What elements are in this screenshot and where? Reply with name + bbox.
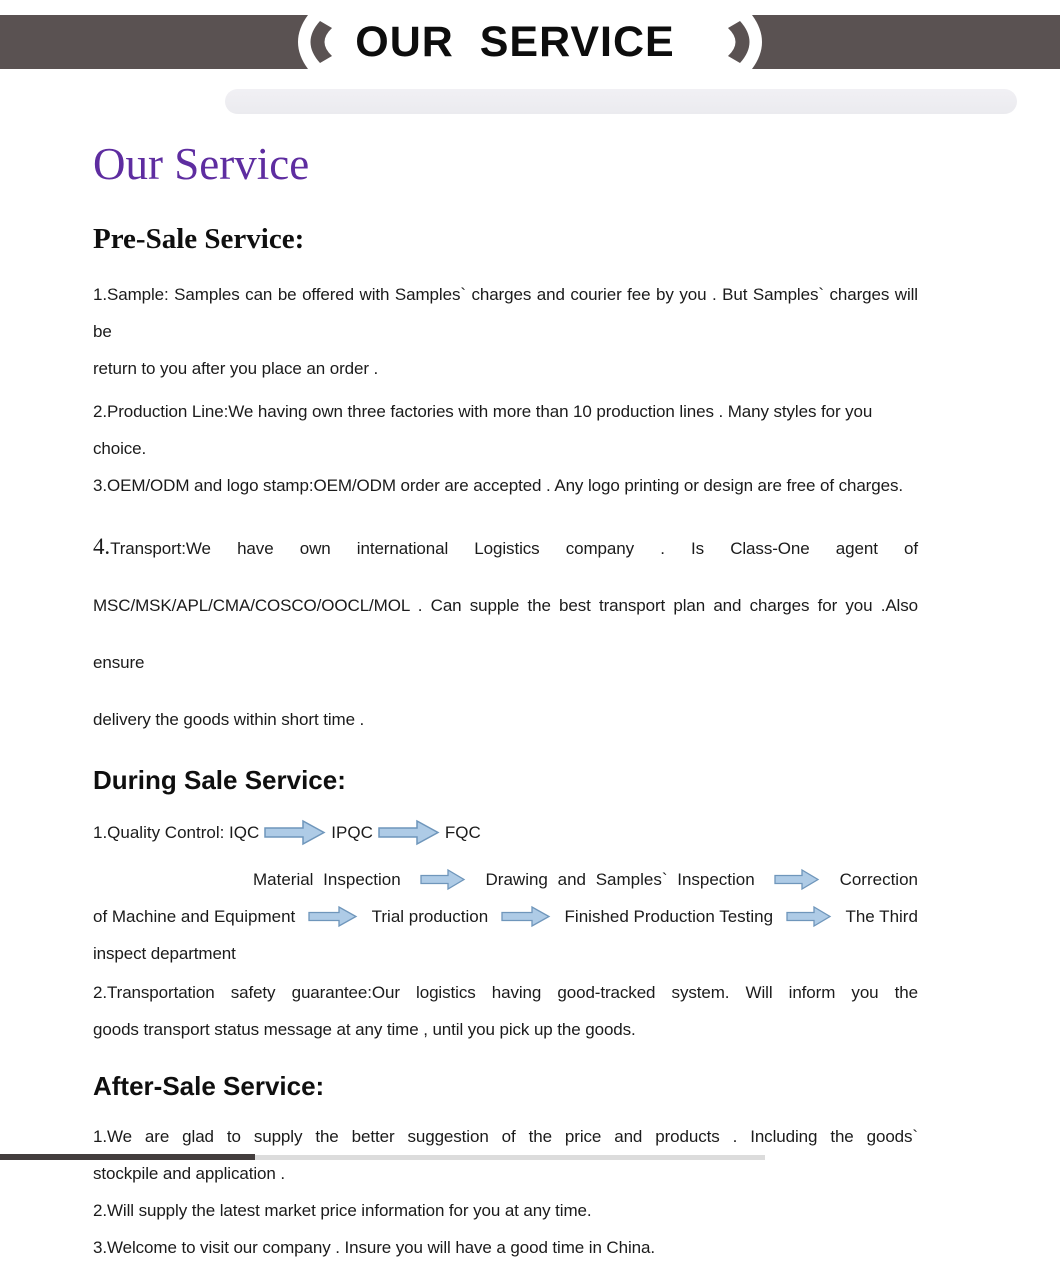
quality-control-line bbox=[93, 814, 918, 851]
presale-item-4-line-1 bbox=[93, 518, 918, 577]
flow-step: Finished Production Testing bbox=[564, 906, 774, 926]
aftersale-item-3: 3.Welcome to visit our company . Insure you will have a good time in China. bbox=[93, 1238, 655, 1257]
qc-step-2: IPQC bbox=[331, 822, 373, 842]
qc-step-3: FQC bbox=[444, 822, 481, 842]
flow-arrow-icon bbox=[786, 905, 832, 928]
flow-step: Material Inspection bbox=[253, 869, 401, 889]
aftersale-item-1-line-2: stockpile and application . bbox=[93, 1164, 285, 1183]
flow-arrow-icon bbox=[308, 905, 358, 928]
during-item-2-line-2: goods transport status message at any time , until you pick up the goods. bbox=[93, 1020, 636, 1039]
flow-step: of Machine and Equipment bbox=[93, 906, 296, 926]
flow-step: Drawing and Samples` Inspection bbox=[485, 869, 755, 889]
flow-step: The Third bbox=[845, 906, 918, 926]
bottom-bar-dark-segment bbox=[0, 1154, 255, 1160]
presale-item-4-number: 4. bbox=[93, 534, 111, 559]
presale-item-1-line-1: 1.Sample: Samples can be offered with Samples` charges and courier fee by you . But Samples` charges will be bbox=[93, 285, 918, 341]
aftersale-heading: After-Sale Service: bbox=[93, 1071, 325, 1101]
presale-item-4-line-2: MSC/MSK/APL/CMA/COSCO/OOCL/MOL . Can supple the best transport plan and charges for you .Also ensure bbox=[93, 596, 918, 672]
bottom-bar-gray-segment bbox=[255, 1155, 765, 1160]
bottom-crop-bar bbox=[0, 1154, 1060, 1160]
presale-item-2: 2.Production Line:We having own three factories with more than 10 production lines . Many styles for you choice. bbox=[93, 402, 873, 458]
presale-item-4-line-3: delivery the goods within short time . bbox=[93, 710, 365, 729]
process-flow-line-2 bbox=[93, 898, 918, 935]
presale-item-4-text: Transport:We have own international Logistics company . Is Class-One agent of bbox=[110, 539, 918, 558]
flow-arrow-icon bbox=[774, 868, 820, 891]
qc-prefix: 1.Quality Control: IQC bbox=[93, 822, 260, 842]
presale-item-3: 3.OEM/ODM and logo stamp:OEM/ODM order are accepted . Any logo printing or design are free of charges. bbox=[93, 476, 903, 495]
flow-arrow-icon bbox=[378, 819, 440, 846]
presale-heading: Pre-Sale Service: bbox=[93, 223, 305, 255]
flow-step: Correction bbox=[839, 869, 918, 889]
process-flow-tail: inspect department bbox=[93, 944, 236, 963]
aftersale-item-2: 2.Will supply the latest market price information for you at any time. bbox=[93, 1201, 592, 1220]
banner-title: OUR SERVICE bbox=[355, 18, 675, 66]
flow-arrow-icon bbox=[420, 868, 466, 891]
during-heading: During Sale Service: bbox=[93, 765, 346, 795]
flow-arrow-icon bbox=[264, 819, 326, 846]
aftersale-item-1-line-1: 1.We are glad to supply the better suggestion of the price and products . Including the goods` bbox=[93, 1127, 918, 1146]
flow-arrow-icon bbox=[501, 905, 551, 928]
page-title: Our Service bbox=[93, 139, 310, 189]
process-flow-line-1 bbox=[93, 861, 918, 898]
flow-step: Trial production bbox=[371, 906, 489, 926]
during-item-2-line-1: 2.Transportation safety guarantee:Our logistics having good-tracked system. Will inform you the bbox=[93, 983, 918, 1002]
content-column bbox=[93, 0, 918, 1266]
presale-item-1-line-2: return to you after you place an order . bbox=[93, 359, 379, 378]
